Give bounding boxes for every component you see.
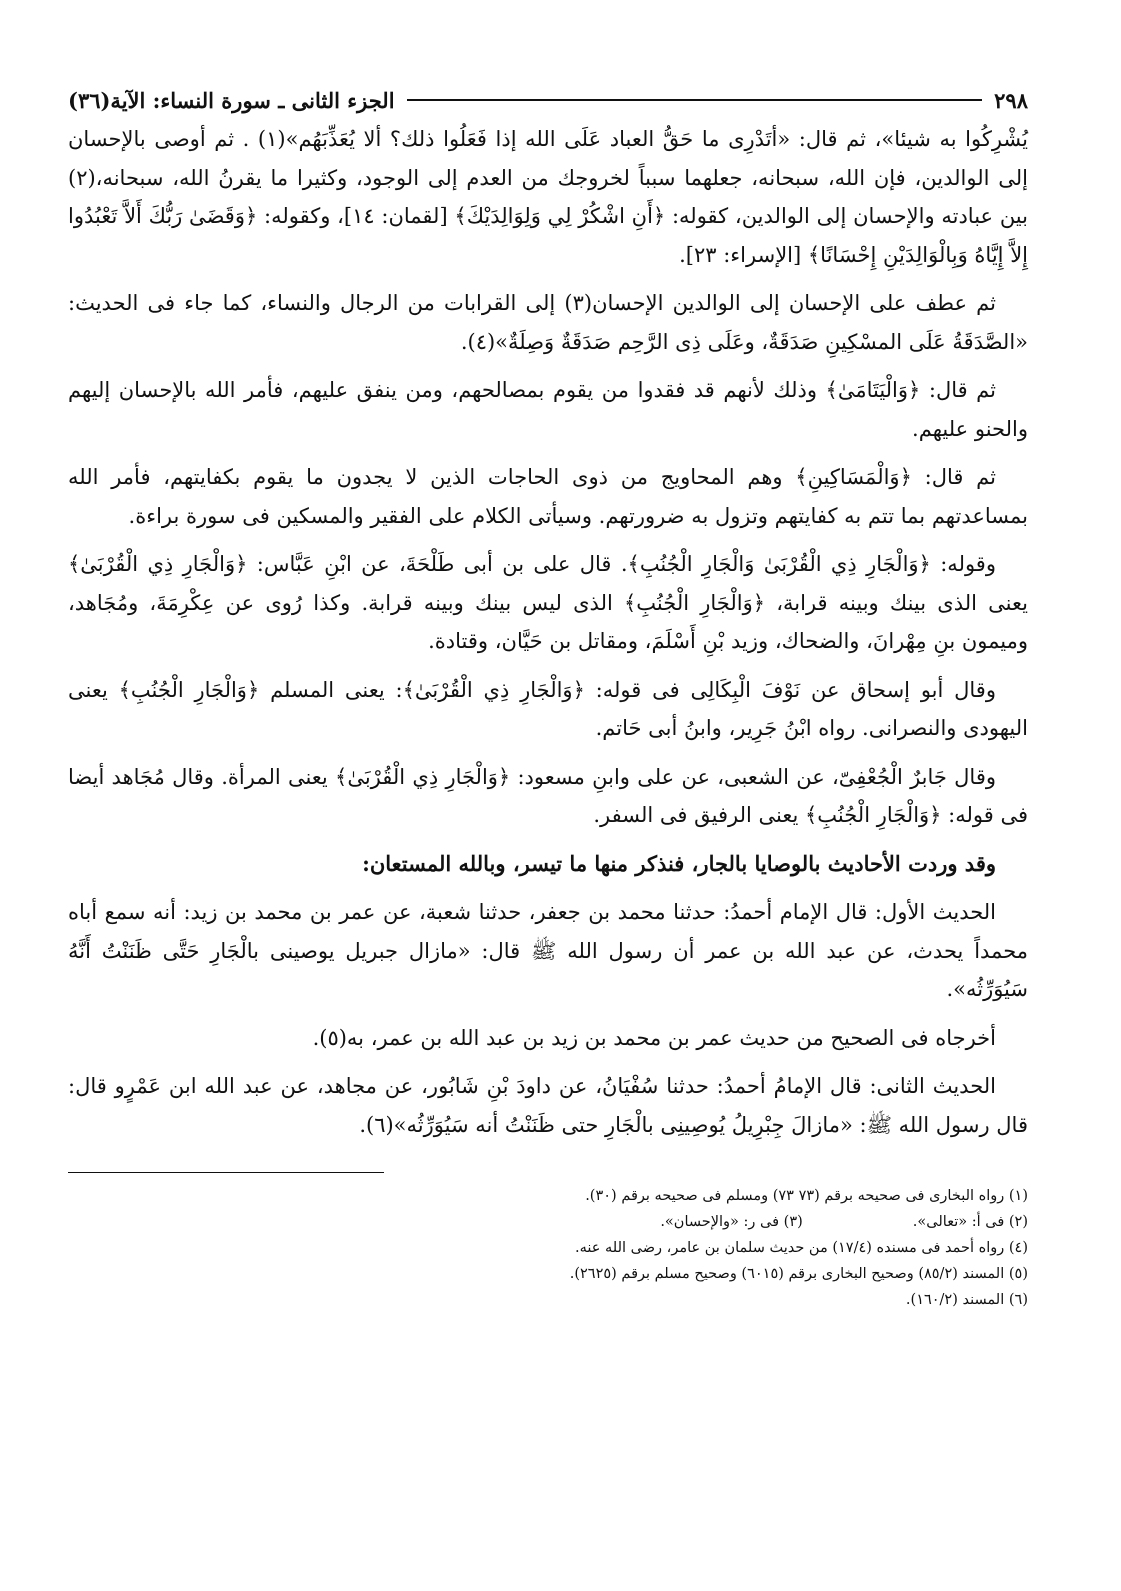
hadith-paragraph: الحديث الثانى: قال الإمامُ أحمدُ: حدثنا سُفْيَانُ، عن داودَ بْنِ شَابُور، عن مجاهد، عن عبد الله ابن عَمْرٍو قال: قال رسول الله ﷺ: «مازالَ جِبْرِيلُ يُوصِينِى بالْجَارِ حتى ظَنَنْتُ أنه سَيُوَرِّثُه»(٦). [68,1074,1028,1137]
paragraph: يُشْرِكُوا به شيئا»، ثم قال: «أتَدْرِى ما حَقُّ العباد عَلَى الله إذا فَعَلُوا ذلك؟ ألا يُعَذِّبَهُم»(١) . ثم أوصى بالإحسان إلى الوالدين، فإن الله، سبحانه، جعلهما سبباً لخروجك من العدم إلى الوجود، وكثيرا ما يقرنُ الله، سبحانه،(٢) بين عبادته والإحسان إلى الوالدين، كقوله: ﴿أَنِ اشْكُرْ لِي وَلِوَالِدَيْكَ﴾ [لقمان: ١٤]، وكقوله: ﴿وَقَضَىٰ رَبُّكَ أَلاَّ تَعْبُدُوا إِلاَّ إِيَّاهُ وَبِالْوَالِدَيْنِ إِحْسَانًا﴾ [الإسراء: ٢٣]. [68,127,1028,267]
paragraph: ثم قال: ﴿وَالْمَسَاكِينِ﴾ وهم المحاويج من ذوى الحاجات الذين لا يجدون ما يقوم بكفايتهم، فأمر الله بمساعدتهم بما تتم به كفايتهم وتزول به ضرورتهم. وسيأتى الكلام على الفقير والمسكين فى سورة براءة. [68,465,1028,528]
paragraph: ثم قال: ﴿وَالْيَتَامَىٰ﴾ وذلك لأنهم قد فقدوا من يقوم بمصالحهم، ومن ينفق عليهم، فأمر الله بالإحسان إليهم والحنو عليهم. [68,378,1028,441]
footnote: (١) رواه البخارى فى صحيحه برقم (٧٣ ٧٣) ومسلم فى صحيحه برقم (٣٠). [585,1188,1028,1204]
page-number: ٢٩٨ [994,87,1028,113]
running-title: الجزء الثانى ـ سورة النساء: الآية(٣٦) [68,87,395,113]
paragraph: وقال جَابرٌ الْجُعْفِىّ، عن الشعبى، عن على وابنِ مسعود: ﴿وَالْجَارِ ذِي الْقُرْبَىٰ﴾ يعنى المرأة. وقال مُجَاهد أيضا فى قوله: ﴿وَالْجَارِ الْجُنُبِ﴾ يعنى الرفيق فى السفر. [68,764,1028,827]
book-page [68,80,1028,1313]
footnote: (٢) فى أ: «تعالى». [912,1214,1028,1230]
footnotes [68,1183,1028,1313]
footnote: (٦) المسند (١٦٠/٢). [905,1292,1028,1308]
footnote: (٣) فى ر: «والإحسان». [660,1214,803,1230]
paragraph: ثم عطف على الإحسان إلى الوالدين الإحسان(٣) إلى القرابات من الرجال والنساء، كما جاء فى الحديث: «الصَّدَقَةُ عَلَى المسْكِينِ صَدَقَةٌ، وعَلَى ذِى الرَّحِم صَدَقَةٌ وَصِلَةٌ»(٤). [68,291,1028,354]
running-header [68,80,1028,120]
footnote: (٤) رواه أحمد فى مسنده (١٧/٤) من حديث سلمان بن عامر، رضى الله عنه. [574,1240,1028,1256]
footnote: (٥) المسند (٨٥/٢) وصحيح البخارى برقم (٦٠١٥) وصحيح مسلم برقم (٢٦٢٥). [569,1266,1028,1282]
section-heading: وقد وردت الأحاديث بالوصايا بالجار، فنذكر منها ما تيسر، وبالله المستعان: [362,850,996,876]
paragraph: أخرجاه فى الصحيح من حديث عمر بن محمد بن زيد بن عبد الله بن عمر، به(٥). [312,1025,996,1050]
paragraph: وقال أبو إسحاق عن نَوْفَ الْبِكَالِى فى قوله: ﴿وَالْجَارِ ذِي الْقُرْبَىٰ﴾: يعنى المسلم ﴿وَالْجَارِ الْجُنُبِ﴾ يعنى اليهودى والنصرانى. رواه ابْنُ جَرِير، وابنُ أبى حَاتم. [68,677,1028,740]
footnote-rule [68,1172,384,1173]
header-rule [407,99,983,101]
hadith-paragraph: الحديث الأول: قال الإمام أحمدُ: حدثنا محمد بن جعفر، حدثنا شعبة، عن عمر بن محمد بن زيد: أنه سمع أباه محمداً يحدث، عن عبد الله بن عمر أن رسول الله ﷺ قال: «مازال جبريل يوصينى بالْجَارِ حَتَّى ظَنَنْتُ أَنَّهُ سَيُوَرِّثُه». [68,900,1028,1001]
body-text [68,120,1028,1144]
paragraph: وقوله: ﴿وَالْجَارِ ذِي الْقُرْبَىٰ وَالْجَارِ الْجُنُبِ﴾. قال على بن أبى طَلْحَةَ، عن ابْنِ عَبَّاس: ﴿وَالْجَارِ ذِي الْقُرْبَىٰ﴾ يعنى الذى بينك وبينه قرابة، ﴿وَالْجَارِ الْجُنُبِ﴾ الذى ليس بينك وبينه قرابة. وكذا رُوى عن عِكْرِمَةَ، ومُجَاهد، وميمون بنِ مِهْرانَ، والضحاك، وزيد بْنِ أَسْلَمَ، ومقاتل بن حَيَّان، وقتادة. [68,552,1028,653]
